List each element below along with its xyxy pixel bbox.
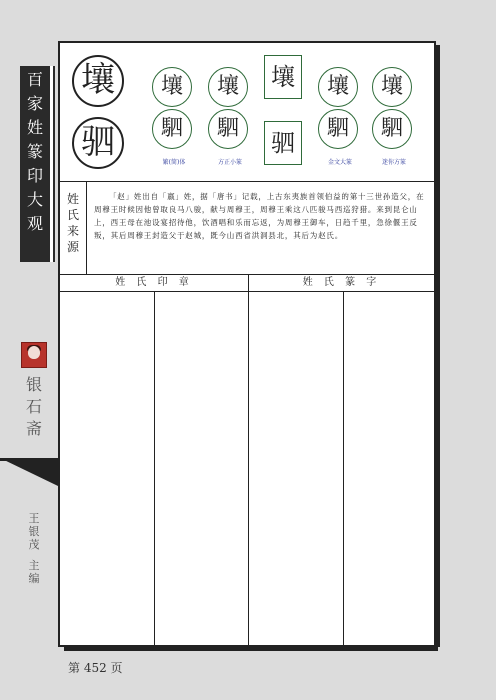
studio-name: 银 石 斋 xyxy=(25,375,42,438)
page-frame xyxy=(58,41,436,647)
series-title-char: 篆 xyxy=(26,142,43,161)
series-title-char: 家 xyxy=(26,94,43,113)
page-number: 第 452 页 xyxy=(68,661,123,675)
glyph-variant-top: 壤 xyxy=(372,67,412,107)
series-title-char: 大 xyxy=(26,190,43,209)
author-portrait-seal xyxy=(21,342,47,368)
surname-glyph-panel xyxy=(60,43,434,182)
table-header xyxy=(60,275,434,292)
glyph-variant-top: 壤 xyxy=(318,67,358,107)
glyph-variant-caption: 方正小篆 xyxy=(217,159,242,166)
series-title-char: 百 xyxy=(26,70,43,89)
glyph-variant-caption: 金文大篆 xyxy=(327,159,352,166)
table-divider xyxy=(343,292,344,645)
surname-big-char: 驷 xyxy=(72,117,124,169)
col-seal-title: 姓 氏 印 章 xyxy=(115,277,193,288)
glyph-variant-bottom: 駟 xyxy=(152,109,192,149)
glyph-variant-bottom: 駟 xyxy=(318,109,358,149)
author-credit: 王 银 茂 主 编 xyxy=(28,512,40,585)
surname-origin-section xyxy=(60,182,434,275)
surname-big-char: 壤 xyxy=(72,55,124,107)
glyph-variant-caption: 迷你方篆 xyxy=(381,159,406,166)
glyph-variant-top: 壤 xyxy=(152,67,192,107)
glyph-variant-top: 壤 xyxy=(208,67,248,107)
origin-label: 姓 氏 来 源 xyxy=(60,182,87,274)
table-divider xyxy=(248,275,249,645)
series-title-char: 姓 xyxy=(26,118,43,137)
glyph-variant-bottom: 駟 xyxy=(372,109,412,149)
series-title-char: 印 xyxy=(26,166,43,185)
glyph-variant-caption: 繁(简)体 xyxy=(162,159,186,166)
col-script-title: 姓 氏 篆 字 xyxy=(302,277,381,288)
table-divider xyxy=(154,292,155,645)
series-title-banner xyxy=(20,66,50,262)
square-seal-top: 壤 xyxy=(264,55,302,99)
series-title-char: 观 xyxy=(26,214,43,233)
glyph-variant-bottom: 駟 xyxy=(208,109,248,149)
sidebar-divider-wedge xyxy=(0,458,58,486)
square-seal-bottom: 驷 xyxy=(264,121,302,165)
origin-text: 「赵」姓出自「嬴」姓，据「唐书」记载，上古东夷族首领伯益的第十三世孙造父，在周穆王时候因他曾取良马八骏，献与周穆王，周穆王乘这八匹骏马西巡狩猎。来到昆仑山上，西王母在池设宴招待他，饮酒唱和乐而忘返，为周穆王御车，日趋千里，急徐偃王反叛，其后周穆王封造父于赵城，既今山西省洪洞县北，其后为赵氏。 xyxy=(94,192,425,240)
